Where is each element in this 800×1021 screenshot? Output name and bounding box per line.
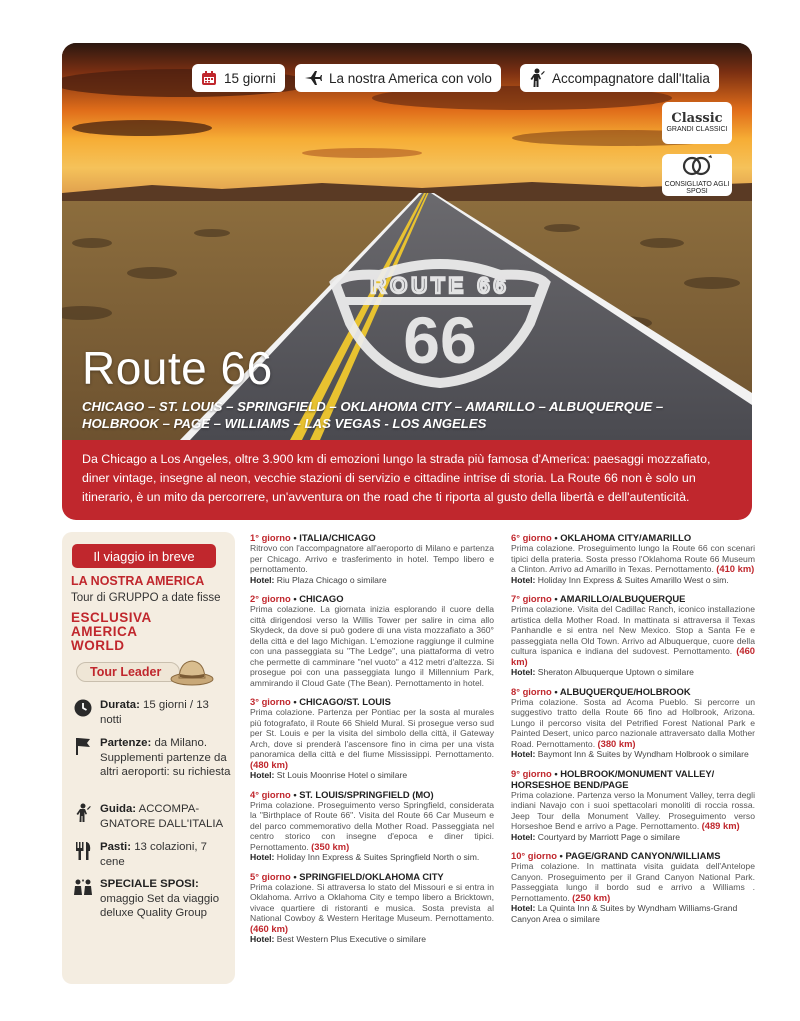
guide-row-label: Guida: [100,803,137,815]
day-title: • ST. LOUIS/SPRINGFIELD (MO) [290,788,434,800]
day-8 [511,686,755,760]
day-title: • AMARILLO/ALBUQUERQUE [551,593,686,604]
hotel-name: Baymont Inn & Suites by Wyndham Holbrook o similare [535,749,749,759]
day-7 [511,593,755,678]
meals-row [72,840,232,869]
day-4 [250,789,494,863]
duration-badge [192,64,285,92]
clock-icon [72,698,94,727]
departures-row-value: da Milano. Supplementi partenze da altri aeroporti: su richiesta [100,737,231,778]
duration-row-label: Durata: [100,699,140,711]
hotel-label: Hotel: [250,934,275,944]
itinerary-column-right [511,532,755,932]
calendar-icon [201,70,217,86]
day-5 [250,871,494,945]
distance-km: (410 km) [716,563,755,574]
duration-label: 15 giorni [224,70,276,86]
day-number: 7° giorno [511,593,552,604]
explorer-hat-icon [170,657,214,692]
meals-row-label: Pasti: [100,841,132,853]
sposi-row-label: SPECIALE SPOSI: [100,878,199,890]
day-number: 10° giorno [511,850,557,861]
hotel-label: Hotel: [250,770,275,780]
day-number: 9° giorno [511,767,552,779]
cutlery-icon [72,840,94,869]
sposi-row [72,877,232,921]
day-title: • CHICAGO [290,593,344,604]
hotel-name: Best Western Plus Executive o similare [274,934,427,944]
guide-icon [72,802,94,831]
escort-label: Accompagnatore dall'Italia [552,70,710,86]
day-text: Prima colazione. Partenza verso la Monument Valley, terra degli indiani Navajo con i suoi spettacolari monoliti di roccia rossa. Jeep Tour della Monument Valley. Proseguimento verso Horseshoe Bend e arrivo a Page. Pernottamento. [511,789,755,831]
hotel-name: St Louis Moonrise Hotel o similare [274,770,408,780]
day-title: • PAGE/GRAND CANYON/WILLIAMS [556,850,721,861]
hotel-name: Sheraton Albuquerque Uptown o similare [535,667,694,677]
hotel-label: Hotel: [511,831,536,842]
day-2 [250,593,494,688]
sposi-row-value: omaggio Set da viaggio deluxe Quality Group [100,892,220,919]
hero-banner [62,43,752,440]
departures-row [72,736,232,780]
day-10 [511,850,755,924]
distance-km: (350 km) [311,840,350,852]
day-text: Prima colazione. In mattinata visita guidata dell'Antelope Canyon. Proseguimento per il Grand Canyon National Park. Passeggiata lungo il bordo sud e arrivo a Williams . Pernottamento. [511,861,755,903]
day-text: Prima colazione. Proseguimento verso Springfield, considerata la "Birthplace of Route 66". Visita del Route 66 Car Museum e del parco commemorativo della Mother Road. Passeggiata nel centro storico con insegne d'epoca e diner tipici. Pernottamento. [250,799,494,852]
hotel-label: Hotel: [511,749,536,759]
departures-row-label: Partenze: [100,737,152,749]
guide-row [72,802,232,831]
escort-badge [520,64,719,92]
hotel-name: Courtyard by Marriott Page o similare [535,831,681,842]
day-9 [511,768,755,843]
distance-km: (250 km) [572,891,611,903]
page-title: Route 66 [82,342,273,394]
route-cities: CHICAGO – ST. LOUIS – SPRINGFIELD – OKLAHOMA CITY – AMARILLO – ALBUQUERQUE – HOLBROOK – PAGE – WILLIAMS – LAS VEGAS - LOS ANGELES [82,399,664,431]
rings-icon [680,154,714,181]
day-3 [250,696,494,781]
day-number: 2° giorno [250,593,291,604]
day-title: • OKLAHOMA CITY/AMARILLO [551,532,692,543]
day-number: 6° giorno [511,532,552,543]
duration-row-value: 15 giorni / 13 notti [100,699,209,726]
classic-logo-caption: GRANDI CLASSICI [666,126,728,134]
road-sign-66: 66 [403,303,477,377]
summary-pill: Il viaggio in breve [72,544,216,568]
day-text: Prima colazione. Proseguimento lungo la Route 66 con scenari tipici della prateria. Sosta presso l'Oklahoma Route 66 Museum a Clinton. Arrivo ad Amarillo in Texas. Pernottamento. [511,543,755,574]
day-number: 5° giorno [250,870,291,882]
day-text: Prima colazione. Sosta ad Acoma Pueblo. Si percorre un suggestivo tratto della Route 66 fino ad Holbrook, Arizona. Lungo il percorso visita del Petrified Forest National Park e Painted Desert, unico parco nazionale attraversato dalla Mother Road. Pernottamento. [511,696,755,749]
hotel-name: Riu Plaza Chicago o similare [274,574,387,585]
day-number: 1° giorno [250,532,291,543]
flight-badge [295,64,501,92]
person-icon [529,68,545,88]
day-number: 8° giorno [511,685,552,697]
classic-logo [662,102,732,144]
flag-icon [72,736,94,780]
classic-logo-name: Classic [671,111,723,126]
duration-row [72,698,232,727]
day-title: • HOLBROOK/MONUMENT VALLEY/ HORSESHOE BEND/PAGE [511,767,715,790]
hotel-name: Holiday Inn Express & Suites Amarillo West o sim. [535,574,729,585]
day-text: Prima colazione. Visita del Cadillac Ranch, iconico installazione artistica della Mother Road. In mattinata si attraversa il Texas Panhandle e si entra nel New Mexico. Stop a Santa Fe e passeggiata nella Old Town. Arrivo ad Albuquerque, cuore della cultura ispanica e indiana del sudovest. Pernottamento. [511,604,755,656]
sposi-logo [662,154,732,196]
distance-km: (480 km) [250,758,289,770]
hotel-label: Hotel: [511,574,536,585]
summary-heading: LA NOSTRA AMERICA [71,574,205,588]
meals-row-value: 13 colazioni, 7 cene [100,841,208,868]
hotel-name: La Quinta Inn & Suites by Wyndham Williams-Grand Canyon Area o similare [511,903,738,924]
distance-km: (460 km) [250,922,289,934]
itinerary-column-left [250,532,494,953]
tour-leader-badge: Tour Leader [76,662,180,682]
sposi-logo-caption: CONSIGLIATO AGLI SPOSI [664,180,730,196]
summary-subheading: Tour di GRUPPO a date fisse [71,592,221,604]
day-title: • SPRINGFIELD/OKLAHOMA CITY [290,870,444,882]
day-text: Ritrovo con l'accompagnatore all'aeroporto di Milano e partenza per Chicago. Arrivo e trasferimento in hotel. Tempo libero e pernottamento. [250,543,494,574]
guide-row-value: ACCOMPA- GNATORE DALL'ITALIA [100,803,224,830]
distance-km: (380 km) [597,737,636,749]
day-title: • CHICAGO/ST. LOUIS [290,696,391,707]
hotel-label: Hotel: [511,667,536,677]
day-text: Prima colazione. La giornata inizia esplorando il cuore della città dirigendosi verso la Willis Tower per salire in cima allo Skydeck, da dove si può godere di una vista mozzafiato a 360° della città e del lago Michigan. L'emozione raggiunge il culmine con una passeggiata su "The Ledge", una piattaforma di vetro che permette di camminare "nel vuoto" a 412 metri d'altezza. Si prosegue poi con una passeggiata lungo il Millennium Park, ammirando il Cloud Gate (The Bean). Pernottamento in hotel. [250,604,494,688]
day-title: • ITALIA/CHICAGO [290,532,376,543]
day-number: 4° giorno [250,788,291,800]
day-text: Prima colazione. Partenza per Pontiac per la sosta al murales più fotografato, il Route 66 Shield Mural. Si prosegue verso sud per St. Louis e per la visita del simbolo della città, il Gateway Arch, dove si prenderà l'ascensore fino in cima per una vista panoramica della città e del fiume Mississippi. Pernottamento. [250,707,494,759]
day-6 [511,532,755,585]
flight-label: La nostra America con volo [329,70,492,86]
intro-text: Da Chicago a Los Angeles, oltre 3.900 km di emozioni lungo la strada più famosa d'America: paesaggi mozzafiato, diner vintage, insegne al neon, vecchie stazioni di servizio e cittadine intrise di storia. La Route 66 non è solo un itinerario, è un mito da percorrere, un'avventura on the road che ti riporta al gusto della libertà e dell'autenticità. [62,440,752,520]
hotel-label: Hotel: [250,574,275,585]
day-1 [250,532,494,585]
day-number: 3° giorno [250,696,291,707]
exclusive-label: ESCLUSIVA AMERICA WORLD [71,610,152,653]
road-sign-text: ROUTE 66 [370,273,510,298]
distance-km: (489 km) [701,820,740,831]
airplane-icon [304,70,322,86]
day-text: Prima colazione. Si attraversa lo stato del Missouri e si entra in Oklahoma. Arrivo a Oklahoma City e tempo libero a Bricktown, vivace quartiere di ristoranti e musica. Sosta prevista al National Cowboy & Western Heritage Museum. Pernottamento. [250,881,494,923]
day-title: • ALBUQUERQUE/HOLBROOK [551,685,691,697]
hotel-label: Hotel: [511,903,536,913]
couple-icon [72,877,94,921]
trip-summary-sidebar [62,532,235,984]
hotel-name: Holiday Inn Express & Suites Springfield North o sim. [274,852,480,862]
hotel-label: Hotel: [250,852,275,862]
distance-km: (460 km) [511,645,756,667]
